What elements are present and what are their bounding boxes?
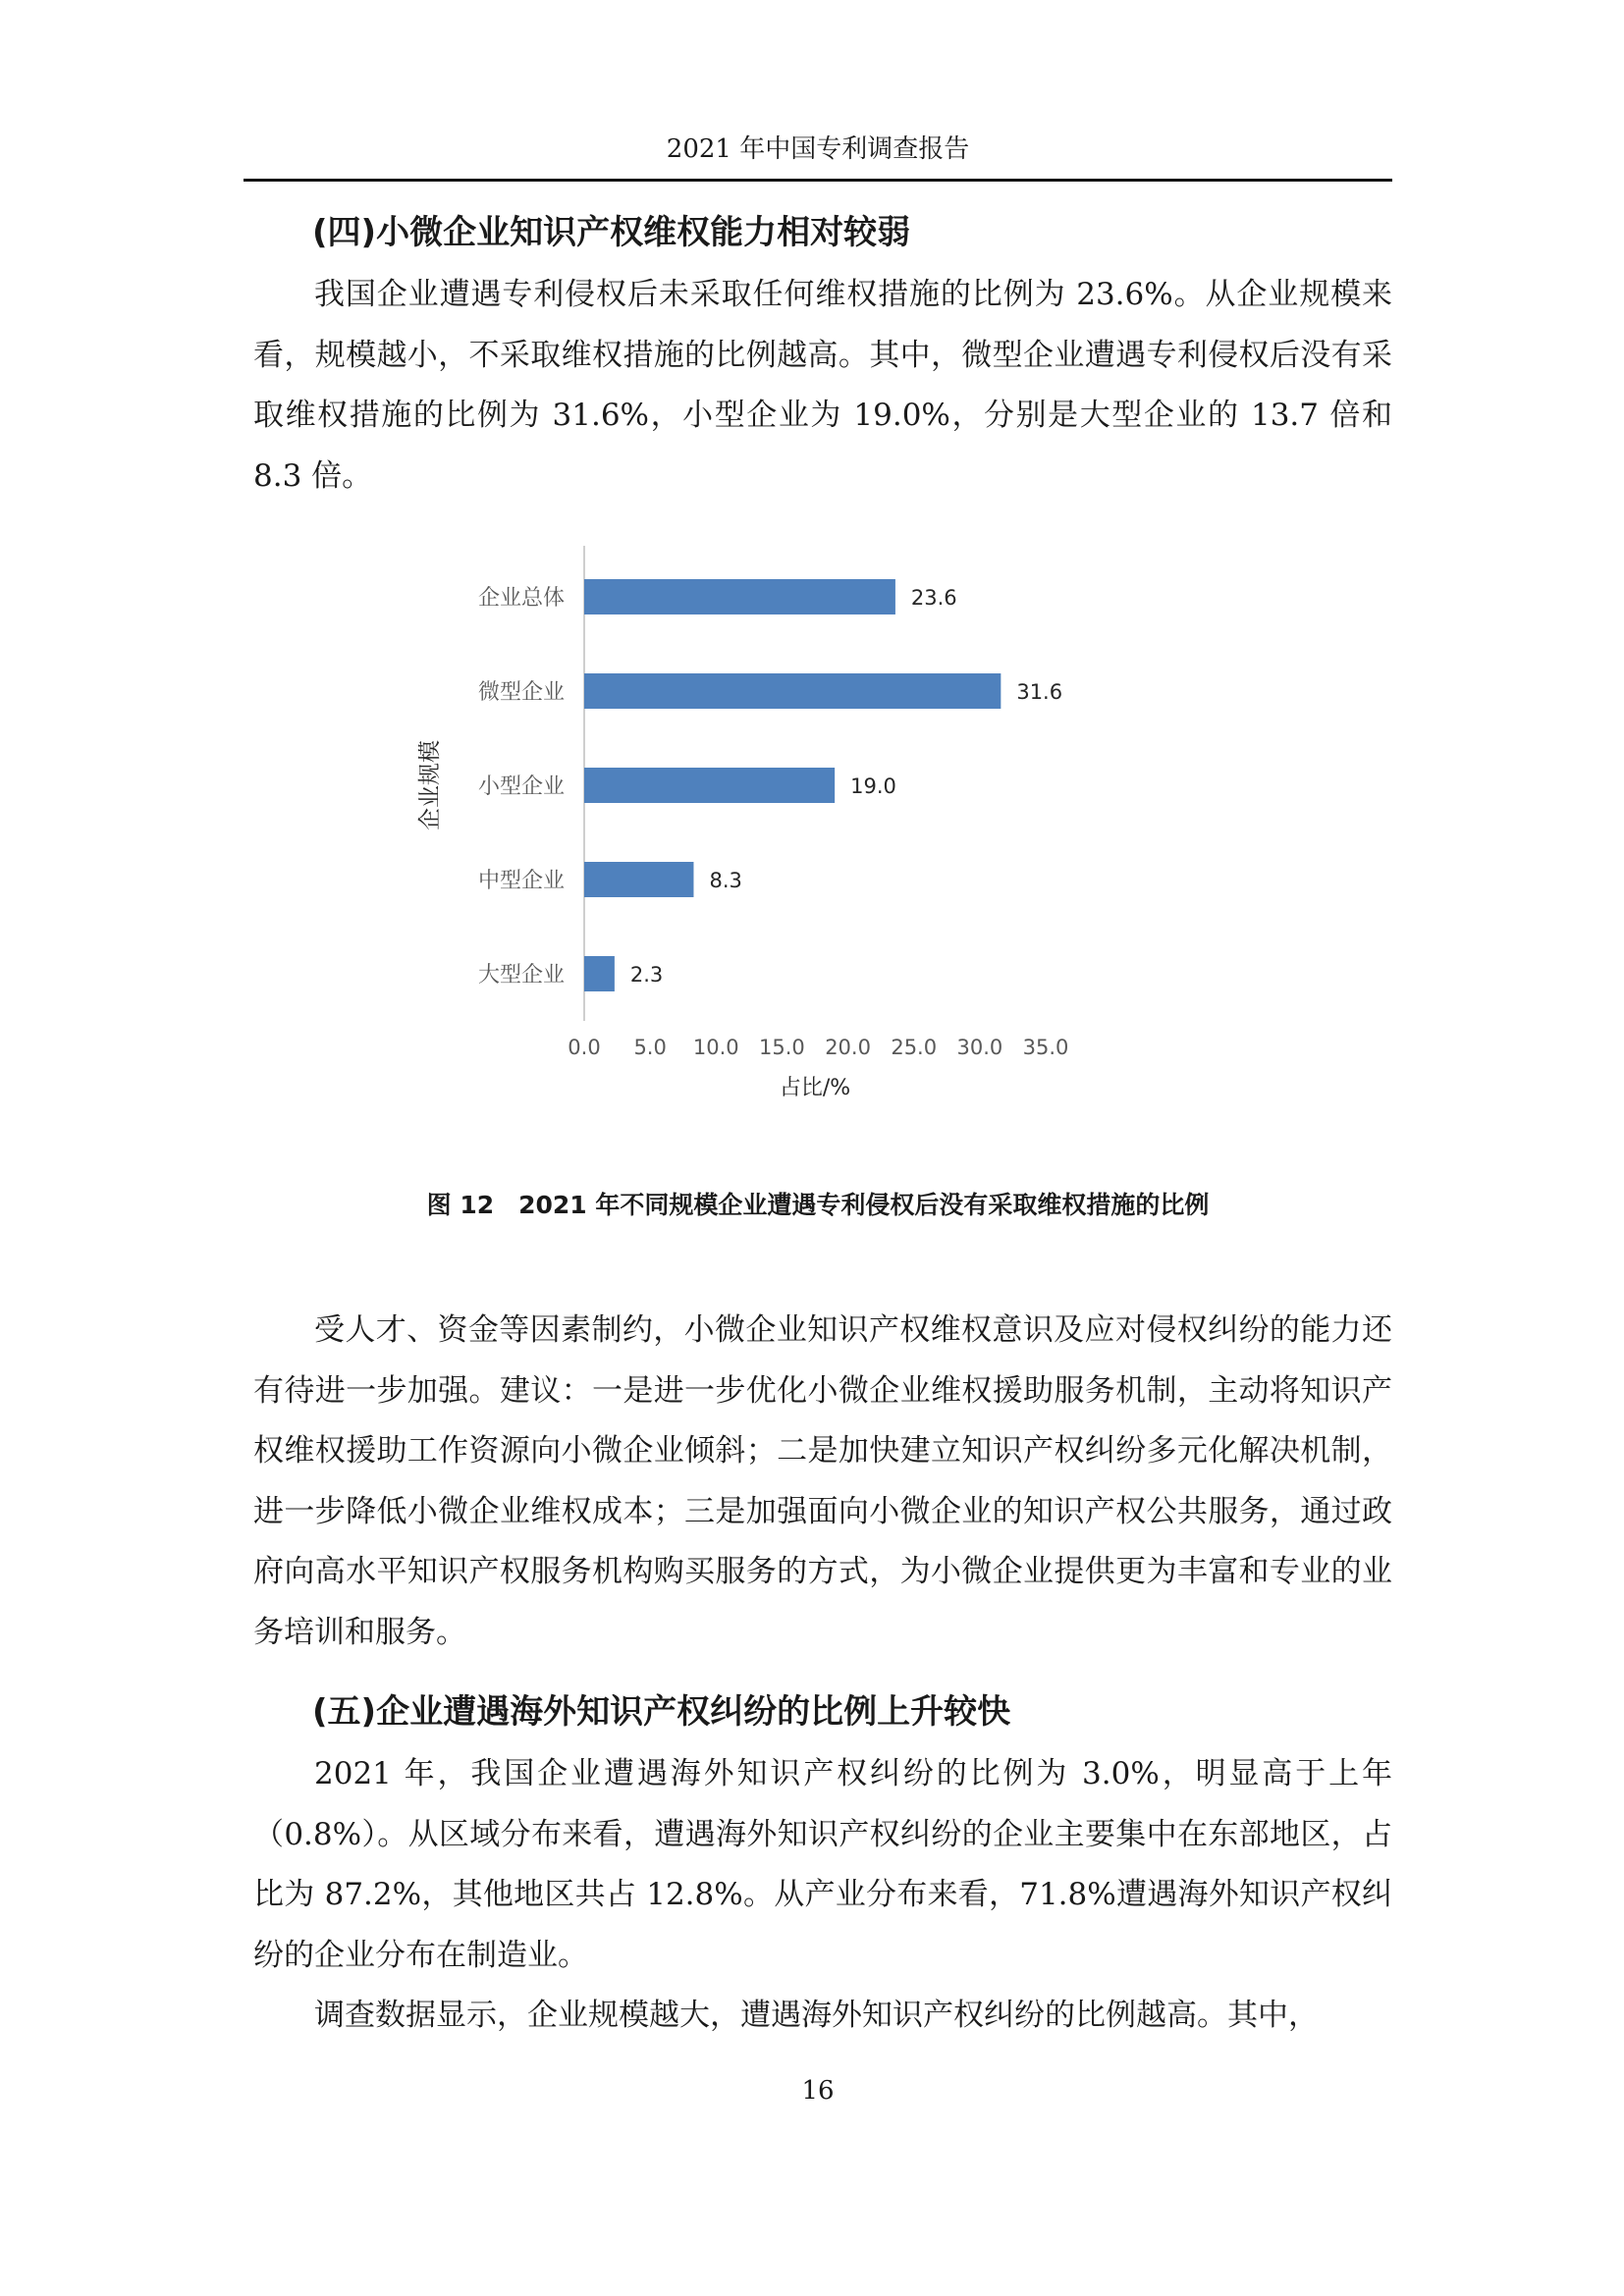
paragraph-3: 2021 年，我国企业遭遇海外知识产权纠纷的比例为 3.0%，明显高于上年（0.8%）。从区域分布来看，遭遇海外知识产权纠纷的企业主要集中在东部地区，占比为 87.2%，其他地区共占 12.8%。从产业分布来看，71.8%遭遇海外知识产权纠纷的企业分布在制造业。 (253, 1756, 1392, 1973)
category-label-4: 中型企业 (477, 869, 565, 893)
paragraph-4: 调查数据显示，企业规模越大，遭遇海外知识产权纠纷的比例越高。其中， (314, 1998, 1319, 2033)
x-tick-label-2: 5.0 (633, 1036, 667, 1059)
section-heading-4: (四)小微企业知识产权维权能力相对较弱 (312, 213, 911, 252)
x-axis-title: 占比/% (779, 1076, 851, 1100)
x-tick-label-1: 0.0 (568, 1036, 601, 1059)
data-label-3: 19.0 (850, 774, 896, 798)
paragraph-1: 我国企业遭遇专利侵权后未采取任何维权措施的比例为 23.6%。从企业规模来看，规模越小，不采取维权措施的比例越高。其中，微型企业遭遇专利侵权后没有采取维权措施的比例为 31.6%，小型企业为 19.0%，分别是大型企业的 13.7 倍和 8.3 倍。 (253, 277, 1392, 494)
category-label-2: 微型企业 (477, 680, 565, 705)
x-tick-label-8: 35.0 (1022, 1036, 1069, 1059)
bar-3 (584, 768, 835, 803)
x-tick-label-7: 30.0 (956, 1036, 1003, 1059)
paragraph-2: 受人才、资金等因素制约，小微企业知识产权维权意识及应对侵权纠纷的能力还有待进一步加强。建议：一是进一步优化小微企业维权援助服务机制，主动将知识产权维权援助工作资源向小微企业倾斜；二是加快建立知识产权纠纷多元化解决机制，进一步降低小微企业维权成本；三是加强面向小微企业的知识产权公共服务，通过政府向高水平知识产权服务机构购买服务的方式，为小微企业提供更为丰富和专业的业务培训和服务。 (253, 1312, 1392, 1650)
bar-1 (584, 579, 895, 614)
data-label-4: 8.3 (709, 869, 742, 892)
x-tick-label-6: 25.0 (891, 1036, 938, 1059)
header-rule (244, 179, 1392, 182)
figure-caption: 图 12 2021 年不同规模企业遭遇专利侵权后没有采取维权措施的比例 (426, 1191, 1210, 1219)
bar-4 (584, 862, 693, 897)
category-label-5: 大型企业 (477, 963, 565, 988)
y-axis-title: 企业规模 (417, 740, 443, 830)
chart-svg (393, 540, 1276, 1148)
section-heading-5: (五)企业遭遇海外知识产权纠纷的比例上升较快 (312, 1692, 1011, 1732)
data-label-1: 23.6 (910, 586, 957, 610)
running-header: 2021 年中国专利调查报告 (666, 134, 970, 164)
bar-5 (584, 956, 615, 991)
data-label-2: 31.6 (1016, 680, 1063, 704)
data-label-5: 2.3 (629, 963, 664, 987)
x-tick-label-4: 15.0 (759, 1036, 805, 1059)
bar-chart (393, 540, 1276, 1148)
bar-2 (584, 673, 1001, 709)
page-number: 16 (801, 2076, 835, 2106)
category-label-1: 企业总体 (477, 586, 565, 611)
category-label-3: 小型企业 (477, 774, 565, 799)
x-tick-label-5: 20.0 (825, 1036, 871, 1059)
x-tick-label-3: 10.0 (692, 1036, 739, 1059)
